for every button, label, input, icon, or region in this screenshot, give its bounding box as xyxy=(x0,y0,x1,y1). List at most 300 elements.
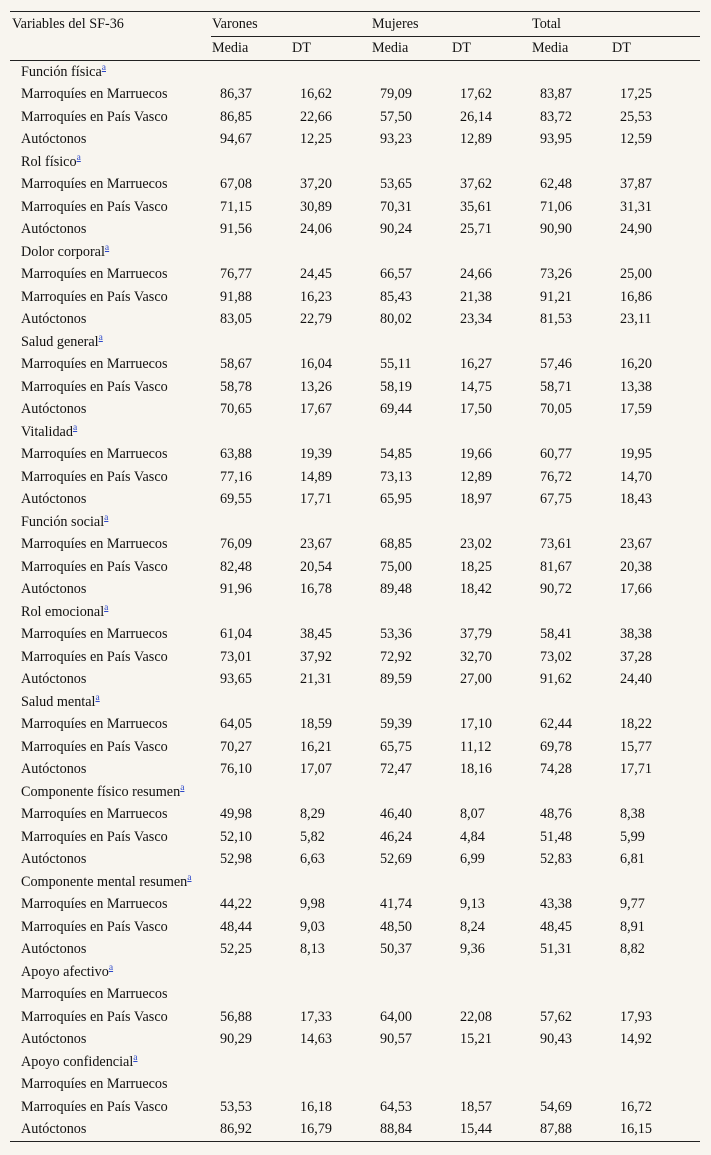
table-row xyxy=(10,646,700,669)
media-cell: 87,88 xyxy=(531,1119,611,1142)
group-header-total: Total xyxy=(531,12,700,37)
row-label: Marroquíes en País Vasco xyxy=(21,828,168,845)
dt-cell: 16,23 xyxy=(300,288,332,305)
footnote-link[interactable]: a xyxy=(187,873,192,884)
table-row xyxy=(10,579,700,602)
table-row xyxy=(10,804,700,827)
dt-cell: 18,25 xyxy=(460,558,492,575)
dt-cell: 25,00 xyxy=(620,266,652,283)
dt-cell xyxy=(291,1074,371,1097)
dt-cell xyxy=(291,984,371,1007)
table-row xyxy=(10,1074,700,1097)
media-cell: 85,43 xyxy=(380,288,412,305)
dt-cell: 38,38 xyxy=(620,626,652,643)
section-title-cell xyxy=(10,871,700,894)
table-row xyxy=(10,466,700,489)
media-cell: 70,05 xyxy=(540,401,572,418)
media-cell: 56,88 xyxy=(220,1008,252,1025)
section-title: Rol físico xyxy=(21,153,77,170)
dt-cell: 22,66 xyxy=(300,108,332,125)
section-title-cell xyxy=(10,601,700,624)
dt-cell: 8,13 xyxy=(300,941,325,958)
dt-cell: 18,22 xyxy=(620,716,652,733)
dt-cell: 23,11 xyxy=(620,311,652,328)
dt-cell: 17,71 xyxy=(620,761,652,778)
media-cell: 74,28 xyxy=(540,761,572,778)
section-title: Salud mental xyxy=(21,693,96,710)
dt-cell: 27,00 xyxy=(460,671,492,688)
dt-cell: 16,20 xyxy=(620,356,652,373)
media-cell: 69,78 xyxy=(540,738,572,755)
section-title: Función social xyxy=(21,513,105,530)
dt-cell: 16,78 xyxy=(300,581,332,598)
dt-cell: 9,03 xyxy=(300,918,325,935)
subheader-media: Media xyxy=(531,37,611,61)
media-cell: 67,08 xyxy=(220,176,252,193)
dt-cell: 9,77 xyxy=(620,896,645,913)
row-label: Marroquíes en País Vasco xyxy=(21,648,168,665)
row-label: Autóctonos xyxy=(21,761,87,778)
table-row xyxy=(10,84,700,107)
row-label: Autóctonos xyxy=(21,1031,87,1048)
dt-cell: 8,07 xyxy=(460,806,485,823)
media-cell: 93,95 xyxy=(540,131,572,148)
dt-cell: 17,71 xyxy=(300,491,332,508)
dt-cell: 18,42 xyxy=(460,581,492,598)
media-cell: 70,65 xyxy=(220,401,252,418)
row-label: Marroquíes en Marruecos xyxy=(21,86,168,103)
dt-cell: 37,20 xyxy=(300,176,332,193)
dt-cell: 16,86 xyxy=(620,288,652,305)
media-cell: 54,85 xyxy=(380,446,412,463)
table-row xyxy=(10,826,700,849)
section-title: Apoyo confidencial xyxy=(21,1053,134,1070)
subheader-dt: DT xyxy=(291,37,371,61)
media-cell: 91,88 xyxy=(220,288,252,305)
media-cell: 94,67 xyxy=(220,131,252,148)
media-cell: 63,88 xyxy=(220,446,252,463)
section-header-row xyxy=(10,511,700,534)
dt-cell: 12,89 xyxy=(460,131,492,148)
media-cell: 91,21 xyxy=(540,288,572,305)
media-cell: 59,39 xyxy=(380,716,412,733)
dt-cell: 21,38 xyxy=(460,288,492,305)
row-label: Marroquíes en País Vasco xyxy=(21,1098,168,1115)
dt-cell: 13,26 xyxy=(300,378,332,395)
media-cell: 70,31 xyxy=(380,198,412,215)
media-cell: 48,76 xyxy=(540,806,572,823)
row-label: Marroquíes en Marruecos xyxy=(21,806,168,823)
dt-cell: 38,45 xyxy=(300,626,332,643)
section-header-row xyxy=(10,871,700,894)
row-label: Marroquíes en Marruecos xyxy=(21,716,168,733)
section-header-row xyxy=(10,421,700,444)
row-label: Marroquíes en Marruecos xyxy=(21,356,168,373)
dt-cell: 24,40 xyxy=(620,671,652,688)
media-cell: 58,71 xyxy=(540,378,572,395)
media-cell: 75,00 xyxy=(380,558,412,575)
media-cell: 76,72 xyxy=(540,468,572,485)
row-label: Marroquíes en País Vasco xyxy=(21,198,168,215)
dt-cell: 17,33 xyxy=(300,1008,332,1025)
media-cell: 69,44 xyxy=(380,401,412,418)
dt-cell: 9,98 xyxy=(300,896,325,913)
media-cell: 52,69 xyxy=(380,851,412,868)
media-cell: 57,50 xyxy=(380,108,412,125)
media-cell: 76,09 xyxy=(220,536,252,553)
section-header-row xyxy=(10,151,700,174)
section-title-cell xyxy=(10,691,700,714)
row-label: Autóctonos xyxy=(21,131,87,148)
row-label: Autóctonos xyxy=(21,311,87,328)
group-header-mujeres: Mujeres xyxy=(371,12,531,37)
media-cell: 90,24 xyxy=(380,221,412,238)
dt-cell: 17,59 xyxy=(620,401,652,418)
row-label: Marroquíes en País Vasco xyxy=(21,918,168,935)
dt-cell: 22,79 xyxy=(300,311,332,328)
dt-cell: 32,70 xyxy=(460,648,492,665)
dt-cell: 24,06 xyxy=(300,221,332,238)
table-row xyxy=(10,556,700,579)
section-header-row xyxy=(10,61,700,84)
row-label: Marroquíes en País Vasco xyxy=(21,288,168,305)
dt-cell: 14,92 xyxy=(620,1031,652,1048)
media-cell: 90,57 xyxy=(380,1031,412,1048)
dt-cell: 16,04 xyxy=(300,356,332,373)
media-cell: 49,98 xyxy=(220,806,252,823)
table-row xyxy=(10,286,700,309)
section-title-cell xyxy=(10,241,700,264)
media-cell: 93,65 xyxy=(220,671,252,688)
footnote-link[interactable]: a xyxy=(72,423,78,434)
dt-cell: 18,57 xyxy=(460,1098,492,1115)
section-title-cell xyxy=(10,61,700,84)
dt-cell: 30,89 xyxy=(300,198,332,215)
dt-cell: 17,50 xyxy=(460,401,492,418)
table-row xyxy=(10,106,700,129)
table-row xyxy=(10,489,700,512)
dt-cell: 23,67 xyxy=(620,536,652,553)
row-label: Marroquíes en País Vasco xyxy=(21,108,168,125)
row-label: Autóctonos xyxy=(21,221,87,238)
section-title: Apoyo afectivo xyxy=(21,963,109,980)
media-cell: 60,77 xyxy=(540,446,572,463)
dt-cell: 23,34 xyxy=(460,311,492,328)
dt-cell: 14,75 xyxy=(460,378,492,395)
table-row xyxy=(10,624,700,647)
media-cell: 61,04 xyxy=(220,626,252,643)
dt-cell: 17,25 xyxy=(620,86,652,103)
dt-cell: 16,27 xyxy=(460,356,492,373)
row-label: Marroquíes en Marruecos xyxy=(21,896,168,913)
media-cell: 53,36 xyxy=(380,626,412,643)
row-label: Autóctonos xyxy=(21,851,87,868)
table-row xyxy=(10,376,700,399)
media-cell: 55,11 xyxy=(380,356,412,373)
dt-cell: 8,29 xyxy=(300,806,325,823)
row-label: Autóctonos xyxy=(21,941,87,958)
dt-cell: 6,63 xyxy=(300,851,325,868)
media-cell: 90,29 xyxy=(220,1031,252,1048)
media-cell: 93,23 xyxy=(380,131,412,148)
row-label: Marroquíes en Marruecos xyxy=(21,446,168,463)
dt-cell: 14,63 xyxy=(300,1031,332,1048)
dt-cell: 17,67 xyxy=(300,401,332,418)
table-row xyxy=(10,534,700,557)
section-header-row xyxy=(10,241,700,264)
media-cell: 71,06 xyxy=(540,198,572,215)
table-row xyxy=(10,354,700,377)
variables-header: Variables del SF-36 xyxy=(10,12,211,37)
subheader-dt: DT xyxy=(611,37,700,61)
row-label: Marroquíes en Marruecos xyxy=(21,266,168,283)
media-cell: 70,27 xyxy=(220,738,252,755)
dt-cell: 6,81 xyxy=(620,851,645,868)
table-row xyxy=(10,894,700,917)
table-row xyxy=(10,264,700,287)
subheader-dt: DT xyxy=(451,37,531,61)
dt-cell: 31,31 xyxy=(620,198,652,215)
dt-cell: 6,99 xyxy=(460,851,485,868)
table-row xyxy=(10,399,700,422)
media-cell: 80,02 xyxy=(380,311,412,328)
media-cell: 52,10 xyxy=(220,828,252,845)
dt-cell: 5,99 xyxy=(620,828,645,845)
dt-cell: 16,21 xyxy=(300,738,332,755)
dt-cell: 37,62 xyxy=(460,176,492,193)
subheader-media: Media xyxy=(371,37,451,61)
section-title-cell xyxy=(10,331,700,354)
media-cell: 72,92 xyxy=(380,648,412,665)
media-cell: 46,40 xyxy=(380,806,412,823)
dt-cell: 21,31 xyxy=(300,671,332,688)
dt-cell: 23,02 xyxy=(460,536,492,553)
dt-cell: 5,82 xyxy=(300,828,325,845)
dt-cell: 37,92 xyxy=(300,648,332,665)
row-label: Marroquíes en País Vasco xyxy=(21,468,168,485)
media-cell: 86,37 xyxy=(220,86,252,103)
dt-cell: 37,79 xyxy=(460,626,492,643)
media-cell: 69,55 xyxy=(220,491,252,508)
dt-cell: 17,62 xyxy=(460,86,492,103)
dt-cell: 19,66 xyxy=(460,446,492,463)
media-cell: 86,85 xyxy=(220,108,252,125)
media-cell: 81,53 xyxy=(540,311,572,328)
table-header xyxy=(10,12,700,61)
media-cell: 52,25 xyxy=(220,941,252,958)
dt-cell xyxy=(451,1074,531,1097)
media-cell: 52,83 xyxy=(540,851,572,868)
row-label: Autóctonos xyxy=(21,491,87,508)
dt-cell: 18,97 xyxy=(460,491,492,508)
dt-cell: 12,59 xyxy=(620,131,652,148)
media-cell: 73,01 xyxy=(220,648,252,665)
media-cell xyxy=(531,1074,611,1097)
media-cell: 76,77 xyxy=(220,266,252,283)
dt-cell: 8,38 xyxy=(620,806,645,823)
row-label: Autóctonos xyxy=(21,581,87,598)
table-row xyxy=(10,196,700,219)
dt-cell: 25,53 xyxy=(620,108,652,125)
media-cell: 64,05 xyxy=(220,716,252,733)
media-cell: 90,43 xyxy=(540,1031,572,1048)
media-cell: 77,16 xyxy=(220,468,252,485)
table-row xyxy=(10,1029,700,1052)
media-cell: 53,53 xyxy=(220,1098,252,1115)
section-title: Salud general xyxy=(21,333,99,350)
media-cell: 43,38 xyxy=(540,896,572,913)
subheader-media: Media xyxy=(211,37,291,61)
dt-cell: 24,90 xyxy=(620,221,652,238)
media-cell: 68,85 xyxy=(380,536,412,553)
media-cell: 82,48 xyxy=(220,558,252,575)
row-label: Marroquíes en País Vasco xyxy=(21,378,168,395)
dt-cell: 17,66 xyxy=(620,581,652,598)
row-label: Marroquíes en País Vasco xyxy=(21,558,168,575)
media-cell xyxy=(531,984,611,1007)
media-cell: 58,19 xyxy=(380,378,412,395)
section-title-cell xyxy=(10,781,700,804)
media-cell: 66,57 xyxy=(380,266,412,283)
media-cell: 91,62 xyxy=(540,671,572,688)
dt-cell: 17,93 xyxy=(620,1008,652,1025)
row-label: Autóctonos xyxy=(21,401,87,418)
footnote-link[interactable]: a xyxy=(76,153,81,164)
table-row xyxy=(10,219,700,242)
dt-cell: 19,95 xyxy=(620,446,652,463)
table-row xyxy=(10,984,700,1007)
section-title: Vitalidad xyxy=(21,423,73,440)
section-title-cell xyxy=(10,151,700,174)
row-label: Marroquíes en Marruecos xyxy=(21,626,168,643)
table-row xyxy=(10,736,700,759)
table-row xyxy=(10,939,700,962)
media-cell: 73,02 xyxy=(540,648,572,665)
dt-cell: 17,10 xyxy=(460,716,492,733)
dt-cell: 12,25 xyxy=(300,131,332,148)
footnote-link[interactable]: a xyxy=(133,1053,138,1064)
dt-cell: 16,79 xyxy=(291,1119,371,1142)
media-cell xyxy=(211,1074,291,1097)
table-row xyxy=(10,669,700,692)
dt-cell: 15,77 xyxy=(620,738,652,755)
media-cell: 41,74 xyxy=(380,896,412,913)
media-cell: 81,67 xyxy=(540,558,572,575)
footnote-link[interactable]: a xyxy=(104,243,110,254)
dt-cell: 22,08 xyxy=(460,1008,492,1025)
section-title-cell xyxy=(10,961,700,984)
dt-cell: 15,21 xyxy=(460,1031,492,1048)
table-row xyxy=(10,714,700,737)
row-label: Marroquíes en País Vasco xyxy=(21,1008,168,1025)
dt-cell: 9,13 xyxy=(460,896,485,913)
media-cell: 64,53 xyxy=(380,1098,412,1115)
table-row xyxy=(10,1119,700,1142)
dt-cell: 18,43 xyxy=(620,491,652,508)
media-cell: 62,44 xyxy=(540,716,572,733)
dt-cell: 19,39 xyxy=(300,446,332,463)
section-title-cell xyxy=(10,421,700,444)
media-cell: 90,90 xyxy=(540,221,572,238)
media-cell: 73,26 xyxy=(540,266,572,283)
table-row xyxy=(10,129,700,152)
section-title: Componente mental resumen xyxy=(21,873,188,890)
media-cell: 50,37 xyxy=(380,941,412,958)
footnote-link[interactable]: a xyxy=(104,513,109,524)
dt-cell: 23,67 xyxy=(300,536,332,553)
dt-cell: 16,72 xyxy=(620,1098,652,1115)
section-title: Función física xyxy=(21,63,102,80)
table-row xyxy=(10,916,700,939)
table-row xyxy=(10,759,700,782)
section-header-row xyxy=(10,601,700,624)
dt-cell: 8,24 xyxy=(460,918,485,935)
dt-cell: 14,70 xyxy=(620,468,652,485)
footnote-link[interactable]: a xyxy=(95,693,100,704)
dt-cell: 14,89 xyxy=(300,468,332,485)
media-cell: 58,41 xyxy=(540,626,572,643)
media-cell: 91,56 xyxy=(220,221,252,238)
media-cell: 76,10 xyxy=(220,761,252,778)
media-cell: 83,72 xyxy=(540,108,572,125)
dt-cell: 35,61 xyxy=(460,198,492,215)
media-cell: 88,84 xyxy=(371,1119,451,1142)
media-cell: 83,05 xyxy=(220,311,252,328)
media-cell: 48,50 xyxy=(380,918,412,935)
media-cell: 44,22 xyxy=(220,896,252,913)
media-cell: 67,75 xyxy=(540,491,572,508)
footnote-link[interactable]: a xyxy=(101,63,106,74)
dt-cell xyxy=(611,1074,700,1097)
media-cell: 64,00 xyxy=(380,1008,412,1025)
section-header-row xyxy=(10,1051,700,1074)
dt-cell: 13,38 xyxy=(620,378,652,395)
dt-cell: 24,45 xyxy=(300,266,332,283)
dt-cell: 17,07 xyxy=(300,761,332,778)
footnote-link[interactable]: a xyxy=(98,333,103,344)
media-cell xyxy=(371,1074,451,1097)
table-row xyxy=(10,1006,700,1029)
media-cell: 57,46 xyxy=(540,356,572,373)
dt-cell: 16,62 xyxy=(300,86,332,103)
header-spacer xyxy=(10,37,211,61)
footnote-link[interactable]: a xyxy=(104,603,109,614)
dt-cell: 12,89 xyxy=(460,468,492,485)
media-cell xyxy=(211,984,291,1007)
media-cell: 65,75 xyxy=(380,738,412,755)
media-cell: 91,96 xyxy=(220,581,252,598)
row-label: Autóctonos xyxy=(10,1119,211,1142)
row-label: Marroquíes en Marruecos xyxy=(21,1076,168,1093)
footnote-link[interactable]: a xyxy=(108,963,114,974)
section-title: Componente físico resumen xyxy=(21,783,181,800)
row-label: Marroquíes en Marruecos xyxy=(21,176,168,193)
dt-cell: 20,54 xyxy=(300,558,332,575)
media-cell: 90,72 xyxy=(540,581,572,598)
footnote-link[interactable]: a xyxy=(180,783,185,794)
dt-cell: 18,59 xyxy=(300,716,332,733)
dt-cell: 8,91 xyxy=(620,918,645,935)
dt-cell xyxy=(451,984,531,1007)
media-cell: 48,44 xyxy=(220,918,252,935)
table-row xyxy=(10,1096,700,1119)
dt-cell: 20,38 xyxy=(620,558,652,575)
media-cell: 53,65 xyxy=(380,176,412,193)
section-header-row xyxy=(10,781,700,804)
media-cell: 46,24 xyxy=(380,828,412,845)
media-cell: 57,62 xyxy=(540,1008,572,1025)
section-title: Dolor corporal xyxy=(21,243,105,260)
